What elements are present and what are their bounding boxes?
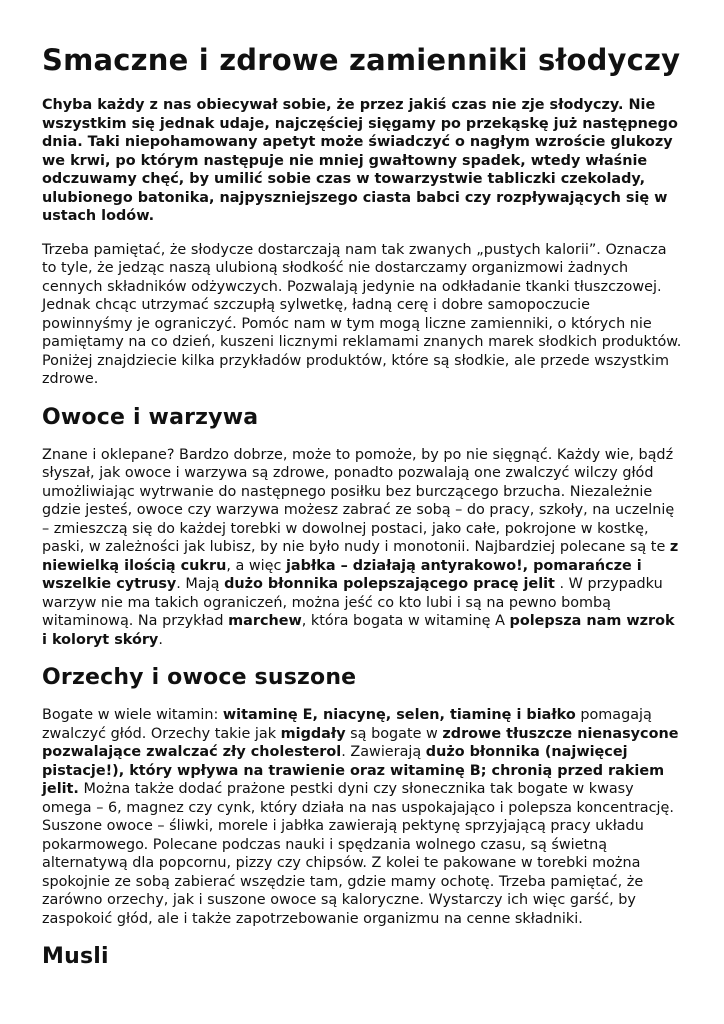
owoce-paragraph <box>42 446 684 650</box>
bold-run: z niewielką ilością cukru <box>42 539 679 574</box>
bold-run: marchew <box>228 613 302 629</box>
text-run: . Mają <box>176 576 225 592</box>
bold-run: zdrowe tłuszcze nienasycone pozwalające zwalczać zły cholesterol <box>42 725 679 760</box>
text-run: . Zawierają <box>341 744 426 760</box>
bold-run: migdały <box>280 725 346 742</box>
section-heading-orzechy: Orzechy i owoce suszone <box>42 665 357 690</box>
intro-paragraph: Trzeba pamiętać, że słodycze dostarczają nam tak zwanych „pustych kalorii”. Oznacza to tyle, że jedząc naszą ulubioną słodkość nie dostarczamy organizmowi żadnych cennych składników odżywczych. Pozwalają jedynie na odkładanie tkanki tłuszczowej. Jednak chcąc utrzymać szczupłą sylwetkę, ładną cerę i dobre samopoczucie powinnyśmy je ograniczyć. Pomóc nam w tym mogą liczne zamienniki, o których nie pamiętamy na co dzień, kuszeni licznymi reklamami znanych marek słodkich produktów. Poniżej znajdziecie kilka przykładów produktów, które są słodkie, ale przede wszystkim zdrowe. <box>42 241 682 387</box>
orzechy-paragraph <box>42 706 684 928</box>
text-run: , która bogata w witaminę A <box>301 613 510 629</box>
text-run: , a więc <box>226 557 286 574</box>
text-run: . W przypadku warzyw nie ma takich ograniczeń, można jeść co kto lubi i są na pewno bombą witaminową. Na przykład <box>42 576 663 629</box>
bold-run: dużo błonnika (najwięcej pistacje!), który wpływa na trawienie oraz witaminę B; chronią przed rakiem jelit. <box>42 744 665 797</box>
section-heading-owoce: Owoce i warzywa <box>42 404 259 430</box>
text-run: Znane i oklepane? Bardzo dobrze, może to pomoże, by po nie sięgnąć. Każdy wie, bądź słyszał, jak owoce i warzywa są zdrowe, ponadto pozwalają one zwalczyć wilczy głód umożliwiając wytrwanie do następnego posiłku bez burczącego brzucha. Niezależnie gdzie jesteś, owoce czy warzywa możesz zabrać ze sobą – do pracy, szkoły, na uczelnię – zmieszczą się do każdej torebki w dowolnej postaci, jako całe, pokrojone w kostkę, paski, w zależności jak lubisz, by nie było nudy i monotonii. Najbardziej polecane są te <box>42 446 675 555</box>
section-heading-musli: Musli <box>42 944 109 969</box>
page-title: Smaczne i zdrowe zamienniki słodyczy <box>42 43 681 77</box>
lead-paragraph: Chyba każdy z nas obiecywał sobie, że przez jakiś czas nie zje słodyczy. Nie wszystkim się jednak udaje, najczęściej sięgamy po przekąskę już następnego dnia. Taki niepohamowany apetyt może świadczyć o nagłym wzroście glukozy we krwi, po którym następuje nie mniej gwałtowny spadek, wtedy właśnie odczuwamy chęć, by umilić sobie czas w towarzystwie tabliczki czekolady, ulubionego batonika, najpyszniejszego ciasta babci czy rozpływających się w ustach lodów. <box>42 97 678 224</box>
text-run: są bogate w <box>345 725 443 742</box>
bold-run: jabłka – działają antyrakowo!, pomarańcze i wszelkie cytrusy <box>42 557 642 592</box>
text-run: pomagają zwalczyć głód. Orzechy takie jak <box>42 707 652 742</box>
text-run: . <box>158 631 163 648</box>
text-run: Można także dodać prażone pestki dyni czy słonecznika tak bogate w kwasy omega – 6, magnez czy cynk, który działa na nas uspokajająco i polepsza koncentrację. Suszone owoce – śliwki, morele i jabłka zawierają pektynę sprzyjającą pracy układu pokarmowego. Polecane podczas nauki i spędzania wolnego czasu, są świetną alternatywą dla popcornu, pizzy czy chipsów. Z kolei te pakowane w torebki można spokojnie ze sobą zabierać wszędzie tam, gdzie mamy ochotę. Trzeba pamiętać, że zarówno orzechy, jak i suszone owoce są kaloryczne. Wystarczy ich więc garść, by zaspokoić głód, ale i także zapotrzebowanie organizmu na cenne składniki. <box>42 781 674 927</box>
bold-run: polepsza nam wzrok i koloryt skóry <box>42 613 675 648</box>
bold-run: witaminę E, niacynę, selen, tiaminę i białko <box>222 707 576 723</box>
bold-run: dużo błonnika polepszającego pracę jelit <box>224 576 555 592</box>
text-run: Bogate w wiele witamin: <box>42 707 223 723</box>
